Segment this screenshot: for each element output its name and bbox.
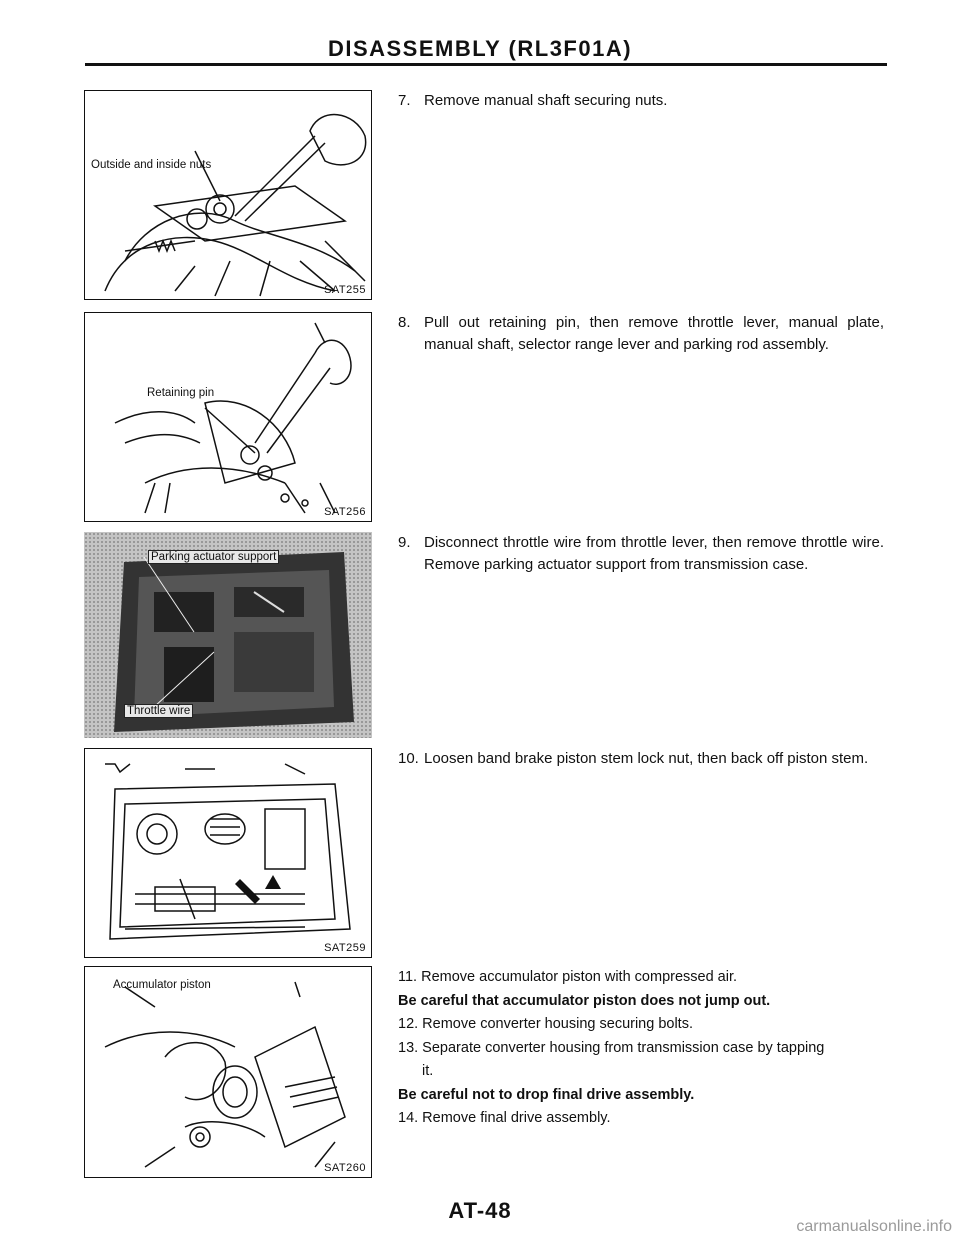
illustration-pliers-retaining-pin xyxy=(85,313,372,522)
step-13-cont: it. xyxy=(422,1063,434,1079)
illustration-band-brake-piston xyxy=(85,749,372,958)
step-number: 8. xyxy=(398,314,411,331)
step-11: 11. Remove accumulator piston with compressed air. xyxy=(398,969,738,985)
caution-11: Be careful that accumulator piston does not jump out. xyxy=(398,992,771,1009)
callout-retaining-pin: Retaining pin xyxy=(147,387,215,399)
caution-13: Be careful not to drop final drive assembly. xyxy=(398,1086,695,1103)
callout-parking-actuator-support: Parking actuator support xyxy=(148,550,279,564)
figure-code: SAT260 xyxy=(324,1162,366,1174)
step-12: 12. Remove converter housing securing bolts. xyxy=(398,1016,693,1032)
illustration-wrench-on-nuts xyxy=(85,91,372,300)
step-text: Disconnect throttle wire from throttle lever, then remove throttle wire. Remove parking actuator support from transmission case. xyxy=(424,534,884,573)
step-13: 13. Separate converter housing from transmission case by tapping xyxy=(398,1039,825,1056)
step-9 xyxy=(398,532,884,576)
step-7 xyxy=(398,90,884,112)
illustration-accumulator-piston xyxy=(85,967,372,1178)
steps-11-14 xyxy=(398,966,884,1131)
step-8 xyxy=(398,312,884,356)
step-text: Pull out retaining pin, then remove throttle lever, manual plate, manual shaft, selector range lever and parking rod assembly. xyxy=(424,314,884,353)
step-text: Remove manual shaft securing nuts. xyxy=(424,92,668,109)
step-number: 9. xyxy=(398,534,411,551)
header-rule xyxy=(85,63,887,66)
callout-accumulator-piston: Accumulator piston xyxy=(113,979,211,991)
step-number: 7. xyxy=(398,92,411,109)
step-10 xyxy=(398,748,884,770)
figure-code: SAT259 xyxy=(324,942,366,954)
figure-sat260 xyxy=(84,966,372,1178)
watermark: carmanualsonline.info xyxy=(796,1218,952,1235)
figure-sat255 xyxy=(84,90,372,300)
step-14: 14. Remove final drive assembly. xyxy=(398,1110,611,1126)
callout-throttle-wire: Throttle wire xyxy=(124,704,193,718)
figure-code: SAT256 xyxy=(324,506,366,518)
figure-sat259 xyxy=(84,748,372,958)
step-text: Loosen band brake piston stem lock nut, then back off piston stem. xyxy=(424,750,869,767)
callout-outside-inside-nuts: Outside and inside nuts xyxy=(91,159,212,171)
figure-code: SAT255 xyxy=(324,284,366,296)
step-number: 10. xyxy=(398,750,419,767)
figure-photo-parking-actuator xyxy=(84,532,372,738)
page-title: DISASSEMBLY (RL3F01A) xyxy=(327,36,633,61)
page-number: AT-48 xyxy=(448,1198,512,1223)
figure-sat256 xyxy=(84,312,372,522)
